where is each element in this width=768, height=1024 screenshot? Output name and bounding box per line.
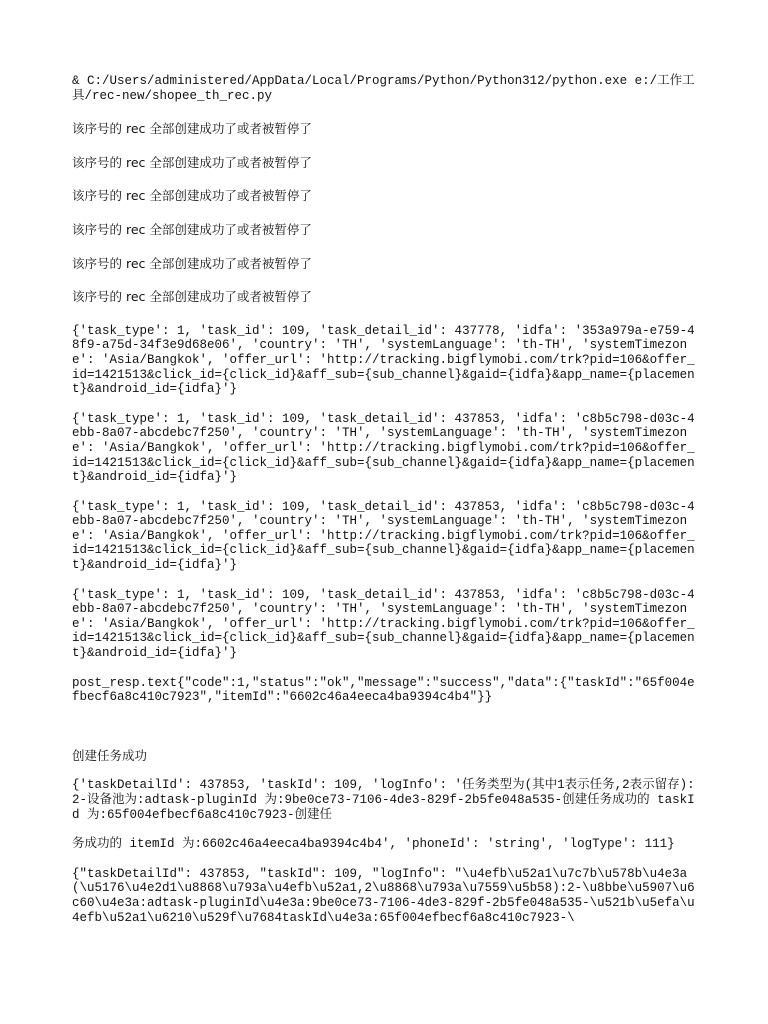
- log-json: {"taskDetailId": 437853, "taskId": 109, "logInfo": "\u4efb\u52a1\u7c7b\u578b\u4e3a(\u5176\u4e2d1\u8868\u793a\u4efb\u52a1,2\u8868\u793a\u7559\u5b58):2-\u8bbe\u5907\u6c60\u4e3a:adtask-pluginId\u4e3a:9be0ce73-7106-4de3-829f-2b5fe048a535-\u521b\u5efa\u4efb\u52a1\u6210\u529f\u7684taskId\u4e3a:65f004efbecf6a8c410c7923-\: [72, 866, 695, 925]
- command-line: & C:/Users/administered/AppData/Local/Programs/Python/Python312/python.exe e:/工作工具/rec-new/shopee_th_rec.py: [72, 74, 695, 103]
- status-line: 该序号的 rec 全部创建成功了或者被暂停了: [72, 188, 312, 204]
- create-success-line: 创建任务成功: [72, 747, 148, 763]
- post-response: post_resp.text{"code":1,"status":"ok","message":"success","data":{"taskId":"65f004efbecf6a8c410c7923","itemId":"6602c46a4eeca4ba9394c4b4"}}: [72, 675, 695, 705]
- task-dict: {'task_type': 1, 'task_id': 109, 'task_detail_id': 437778, 'idfa': '353a979a-e759-48f9-a75d-34f3e9d68e06', 'country': 'TH', 'systemLanguage': 'th-TH', 'systemTimezone': 'Asia/Bangkok', 'offer_url': 'http://tracking.bigflymobi.com/trk?pid=106&offer_id=1421513&click_id={click_id}&aff_sub={sub_channel}&gaid={idfa}&app_name={placement}&android_id={idfa}'}: [72, 323, 695, 397]
- log-dict-continued: 务成功的 itemId 为:6602c46a4eeca4ba9394c4b4', 'phoneId': 'string', 'logType': 111}: [72, 837, 675, 852]
- status-line: 该序号的 rec 全部创建成功了或者被暂停了: [72, 221, 312, 237]
- task-dict: {'task_type': 1, 'task_id': 109, 'task_detail_id': 437853, 'idfa': 'c8b5c798-d03c-4ebb-8a07-abcdebc7f250', 'country': 'TH', 'systemLanguage': 'th-TH', 'systemTimezone': 'Asia/Bangkok', 'offer_url': 'http://tracking.bigflymobi.com/trk?pid=106&offer_id=1421513&click_id={click_id}&aff_sub={sub_channel}&gaid={idfa}&app_name={placement}&android_id={idfa}'}: [72, 587, 695, 661]
- status-line: 该序号的 rec 全部创建成功了或者被暂停了: [72, 121, 312, 137]
- status-line: 该序号的 rec 全部创建成功了或者被暂停了: [72, 255, 312, 271]
- log-dict: {'taskDetailId': 437853, 'taskId': 109, 'logInfo': '任务类型为(其中1表示任务,2表示留存):2-设备池为:adtask-pluginId 为:9be0ce73-7106-4de3-829f-2b5fe048a535-创建任务成功的 taskId 为:65f004efbecf6a8c410c7923-创建任: [72, 778, 695, 822]
- status-line: 该序号的 rec 全部创建成功了或者被暂停了: [72, 154, 312, 170]
- task-dict: {'task_type': 1, 'task_id': 109, 'task_detail_id': 437853, 'idfa': 'c8b5c798-d03c-4ebb-8a07-abcdebc7f250', 'country': 'TH', 'systemLanguage': 'th-TH', 'systemTimezone': 'Asia/Bangkok', 'offer_url': 'http://tracking.bigflymobi.com/trk?pid=106&offer_id=1421513&click_id={click_id}&aff_sub={sub_channel}&gaid={idfa}&app_name={placement}&android_id={idfa}'}: [72, 411, 695, 485]
- task-dict: {'task_type': 1, 'task_id': 109, 'task_detail_id': 437853, 'idfa': 'c8b5c798-d03c-4ebb-8a07-abcdebc7f250', 'country': 'TH', 'systemLanguage': 'th-TH', 'systemTimezone': 'Asia/Bangkok', 'offer_url': 'http://tracking.bigflymobi.com/trk?pid=106&offer_id=1421513&click_id={click_id}&aff_sub={sub_channel}&gaid={idfa}&app_name={placement}&android_id={idfa}'}: [72, 499, 695, 573]
- document-page: [72, 74, 702, 925]
- status-line: 该序号的 rec 全部创建成功了或者被暂停了: [72, 289, 312, 305]
